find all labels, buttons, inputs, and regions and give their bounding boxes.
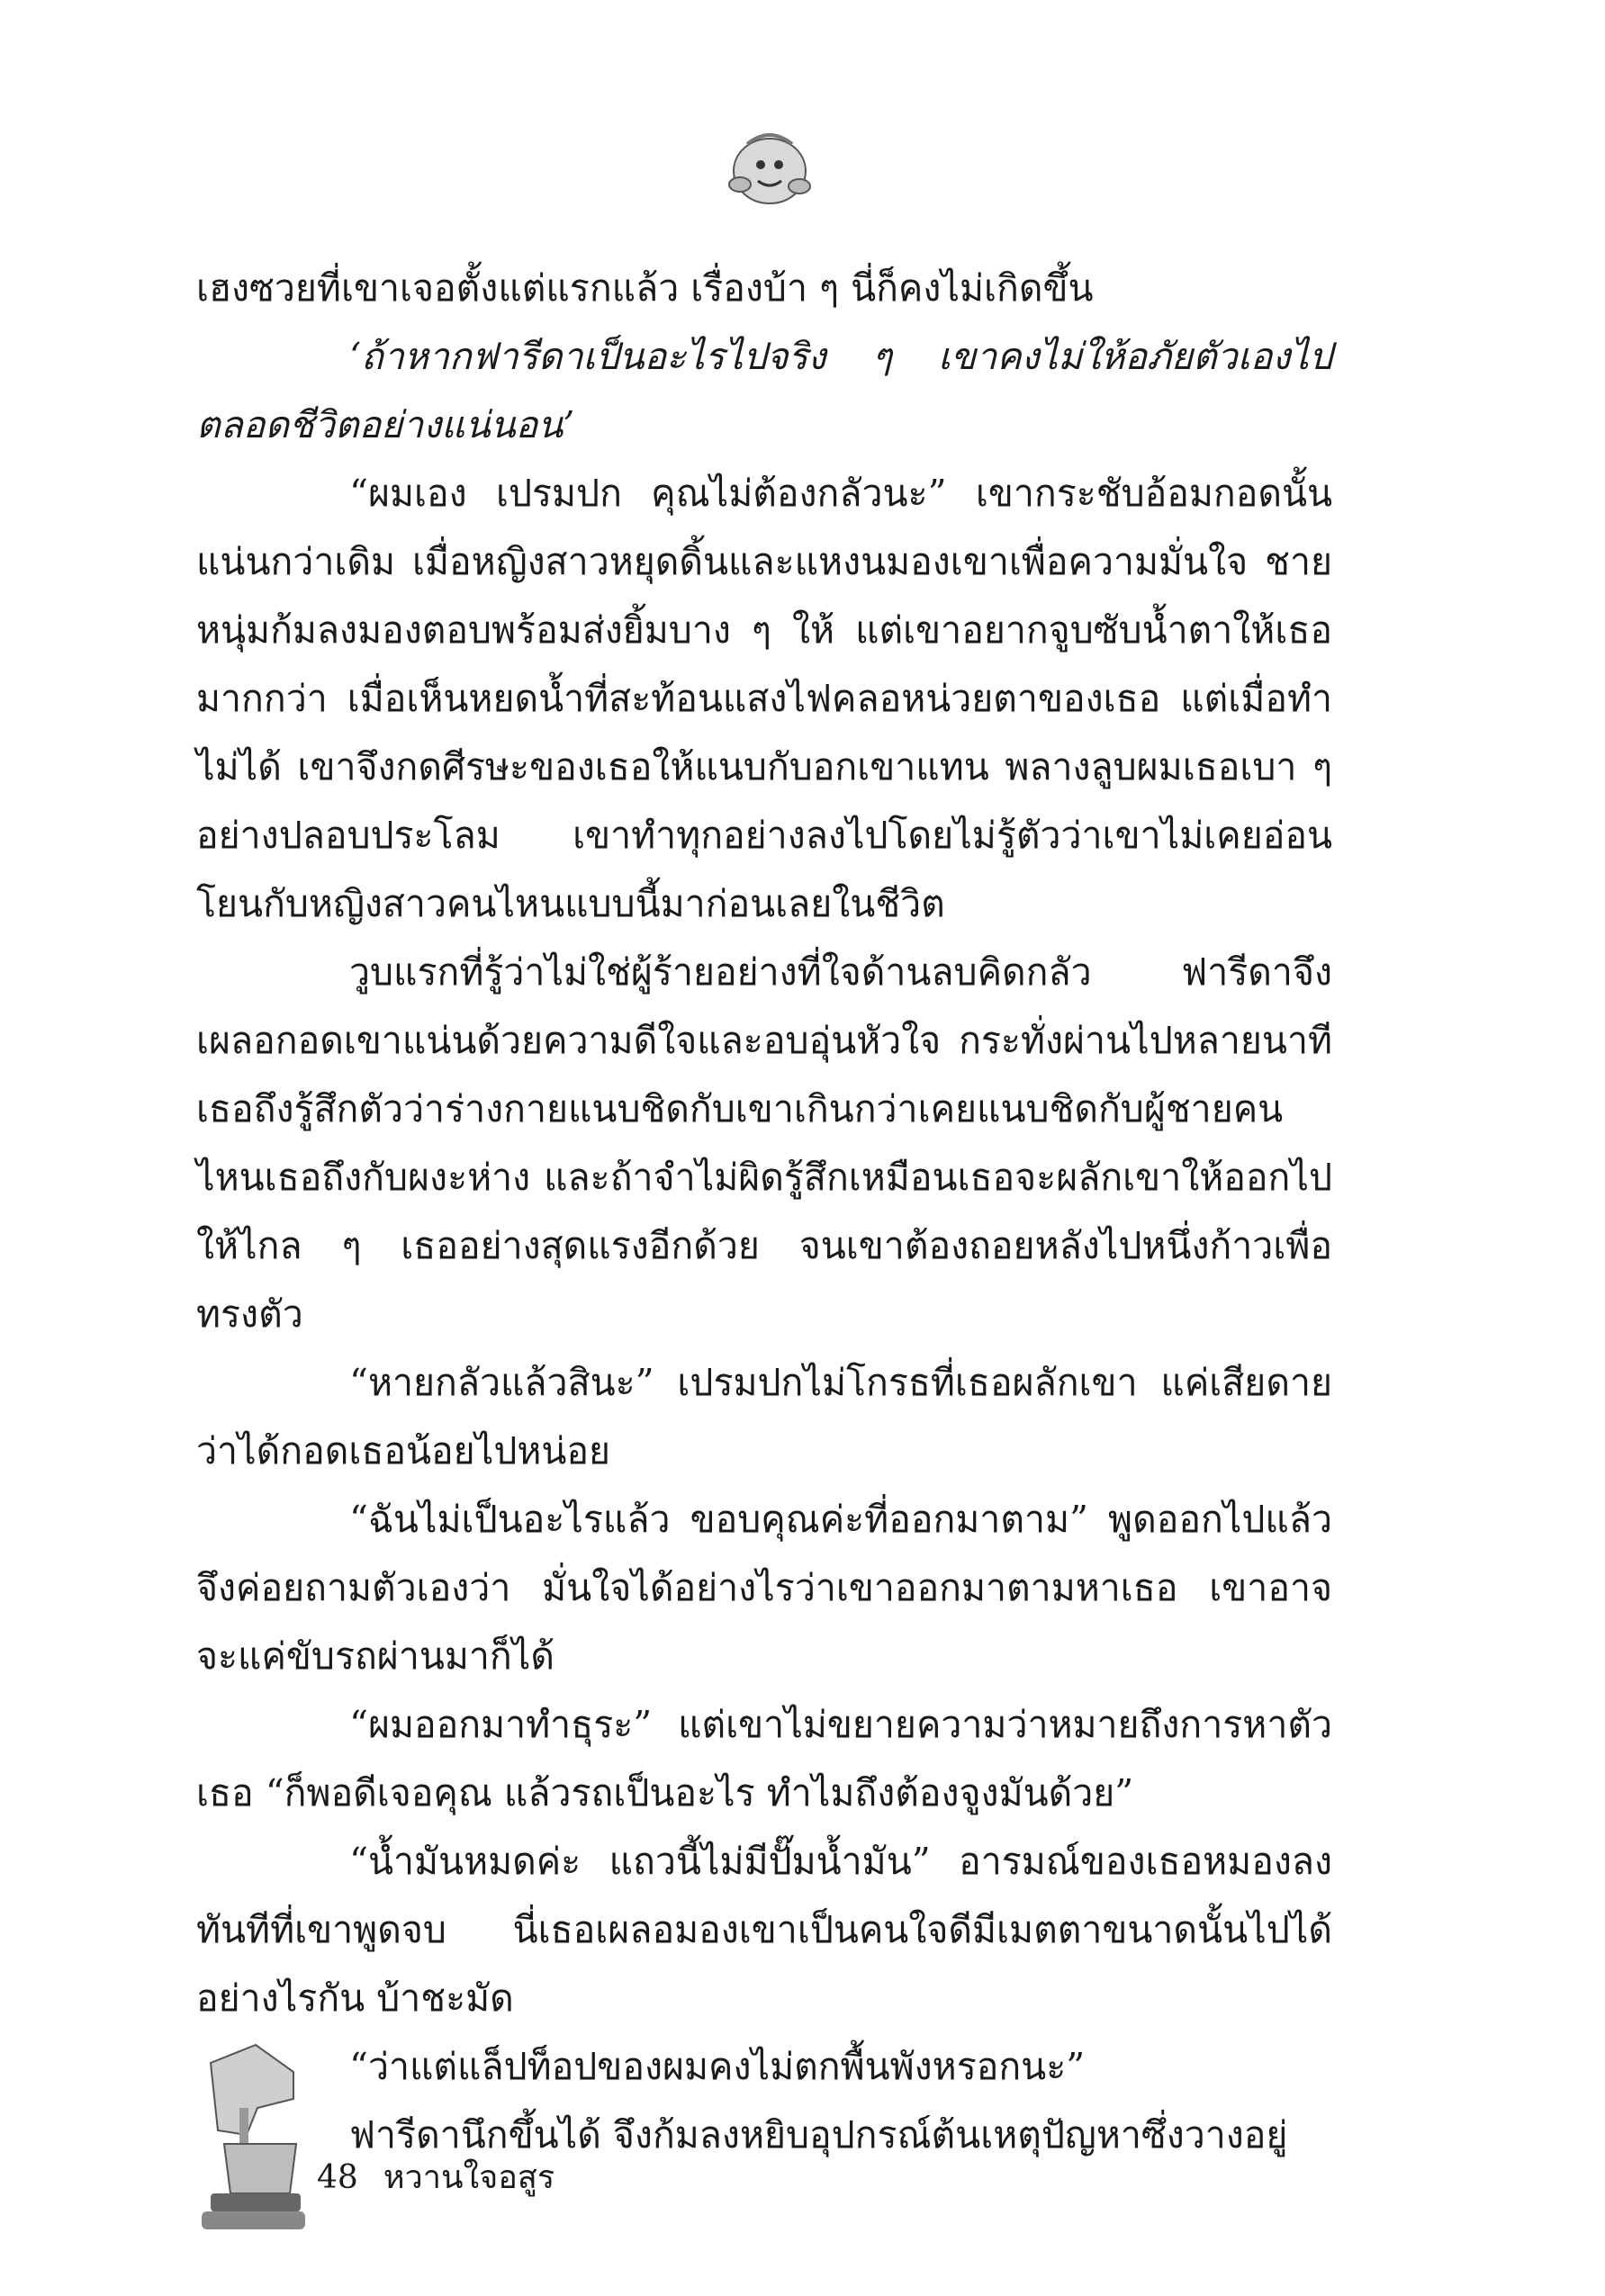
- page-number: 48: [317, 2159, 358, 2196]
- paragraph: “หายกลัวแล้วสินะ” เปรมปกไม่โกรธที่เธอผลักเขา แค่เสียดายว่าได้กอดเธอน้อยไปหน่อย: [196, 1361, 1332, 1472]
- paragraph: ‘ถ้าหากฟารีดาเป็นอะไรไปจริง ๆ เขาคงไม่ให้อภัยตัวเองไปตลอดชีวิตอย่างแน่นอน’: [196, 335, 1332, 446]
- paragraph: “ผมเอง เปรมปก คุณไม่ต้องกลัวนะ” เขากระชับอ้อมกอดนั้นแน่นกว่าเดิม เมื่อหญิงสาวหยุดดิ้นและแหงนมองเขาเพื่อความมั่นใจ ชายหนุ่มก้มลงมองตอบพร้อมส่งยิ้มบาง ๆ ให้ แต่เขาอยากจูบซับน้ำตาให้เธอมากกว่า เมื่อเห็นหยดน้ำที่สะท้อนแสงไฟคลอหน่วยตาของเธอ แต่เมื่อทำไม่ได้ เขาจึงกดศีรษะของเธอให้แนบกับอกเขาแทน พลางลูบผมเธอเบา ๆ อย่างปลอบประโลม เขาทำทุกอย่างลงไปโดยไม่รู้ตัวว่าเขาไม่เคยอ่อนโยนกับหญิงสาวคนไหนแบบนี้มาก่อนเลยในชีวิต: [196, 472, 1332, 925]
- body-text: [196, 254, 1332, 2169]
- book-title: หวานใจอสูร: [383, 2159, 555, 2196]
- paragraph: วูบแรกที่รู้ว่าไม่ใช่ผู้ร้ายอย่างที่ใจด้านลบคิดกลัว ฟารีดาจึงเผลอกอดเขาแน่นด้วยความดีใจและอบอุ่นหัวใจ กระทั่งผ่านไปหลายนาทีเธอถึงรู้สึกตัวว่าร่างกายแนบชิดกับเขาเกินกว่าเคยแนบชิดกับผู้ชายคนไหนเธอถึงกับผงะห่าง และถ้าจำไม่ผิดรู้สึกเหมือนเธอจะผลักเขาให้ออกไปให้ไกล ๆ เธออย่างสุดแรงอีกด้วย จนเขาต้องถอยหลังไปหนึ่งก้าวเพื่อทรงตัว: [196, 950, 1332, 1336]
- cartoon-mascot-icon: [720, 122, 819, 212]
- paragraph: “น้ำมันหมดค่ะ แถวนี้ไม่มีปั๊มน้ำมัน” อารมณ์ของเธอหมองลงทันทีที่เขาพูดจบ นี่เธอเผลอมองเขาเป็นคนใจดีมีเมตตาขนาดนั้นไปได้อย่างไรกัน บ้าชะมัด: [196, 1840, 1332, 2020]
- paragraph: ฟารีดานึกขึ้นได้ จึงก้มลงหยิบอุปกรณ์ต้นเหตุปัญหาซึ่งวางอยู่: [349, 2113, 1288, 2156]
- page-footer: [317, 2151, 555, 2202]
- paragraph: “ว่าแต่แล็ปท็อปของผมคงไม่ตกพื้นพังหรอกนะ”: [349, 2045, 1086, 2088]
- paragraph: เฮงซวยที่เขาเจอตั้งแต่แรกแล้ว เรื่องบ้า ๆ นี่ก็คงไม่เกิดขึ้น: [196, 266, 1094, 310]
- paragraph: “ผมออกมาทำธุระ” แต่เขาไม่ขยายความว่าหมายถึงการหาตัวเธอ “ก็พอดีเจอคุณ แล้วรถเป็นอะไร ทำไมถึงต้องจูงมันด้วย”: [196, 1703, 1332, 1814]
- paragraph: “ฉันไม่เป็นอะไรแล้ว ขอบคุณค่ะที่ออกมาตาม” พูดออกไปแล้วจึงค่อยถามตัวเองว่า มั่นใจได้อย่างไรว่าเขาออกมาตามหาเธอ เขาอาจจะแค่ขับรถผ่านมาก็ได้: [196, 1498, 1332, 1678]
- stand-mixer-icon: [193, 2036, 310, 2234]
